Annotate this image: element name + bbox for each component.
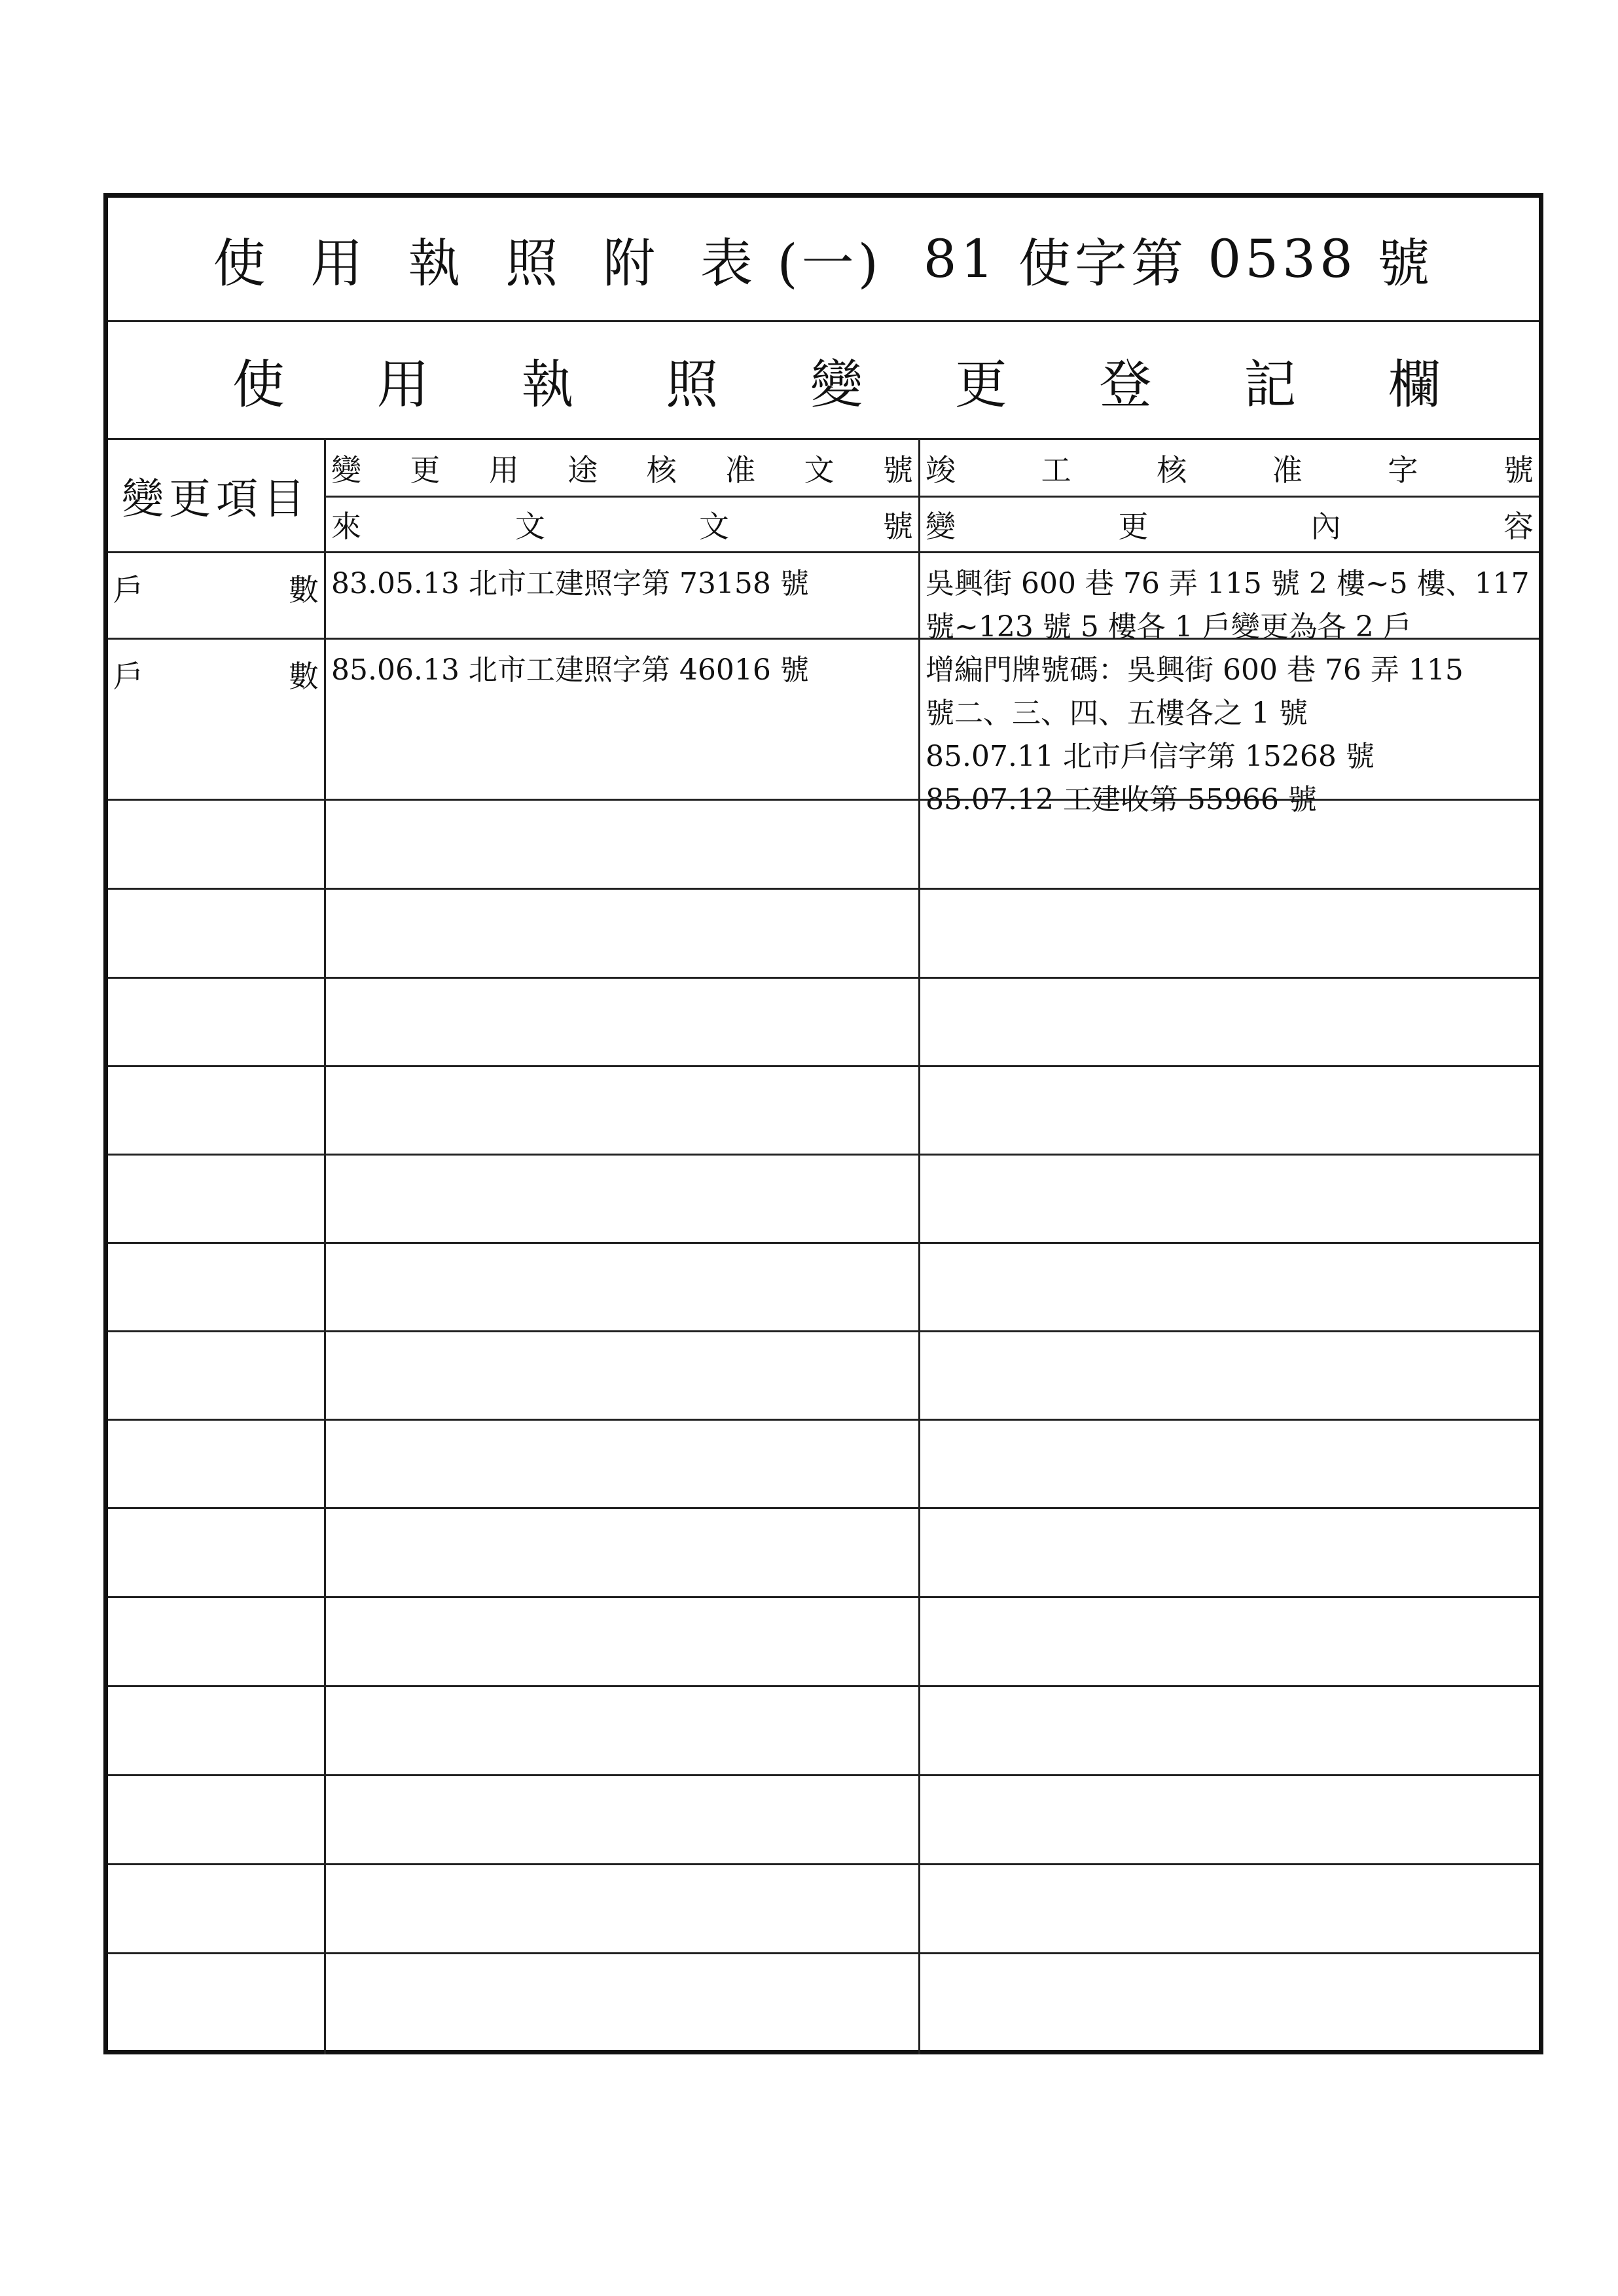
title-part: 使: [213, 233, 270, 294]
heading-char: 使: [232, 354, 285, 415]
column-header-incoming-doc: [326, 498, 918, 551]
row-divider: [108, 1685, 1539, 1687]
item-label-right: 數: [289, 572, 319, 608]
title-part: 附: [603, 233, 660, 294]
table-row-1-content: 吳興街 600 巷 76 弄 115 號 2 樓~5 樓、117 號~123 號 5 樓各 1 戶變更為各 2 戶: [926, 567, 1530, 644]
header-char: 文: [804, 452, 835, 488]
header-char: 文: [699, 509, 729, 544]
header-char: 來: [331, 509, 361, 544]
heading-char: 照: [666, 354, 719, 415]
header-char: 核: [646, 452, 677, 488]
header-char: 途: [567, 452, 598, 488]
table-row-2-content: 增編門牌號碼：吳興街 600 巷 76 弄 115 號二、三、四、五樓各之 1 號 85.07.11 北市戶信字第 15268 號 85.07.12 工建收第 55966 號: [926, 653, 1464, 816]
title-part: 81: [923, 228, 998, 289]
row-divider: [108, 977, 1539, 979]
heading-char: 用: [376, 354, 429, 415]
header-char: 號: [883, 509, 913, 544]
heading-char: 變: [810, 354, 863, 415]
header-char: 號: [1503, 452, 1534, 488]
row-divider: [108, 888, 1539, 890]
title-part: 執: [408, 233, 465, 294]
column-header-approval-doc: [326, 440, 918, 496]
item-label-left: 戶: [113, 572, 143, 608]
header-char: 變: [331, 452, 361, 488]
column-header-completion-no: [920, 440, 1539, 496]
heading-char: 欄: [1388, 354, 1441, 415]
header-char: 變: [926, 509, 956, 544]
title-part: 用: [310, 233, 367, 294]
header-char: 容: [1503, 509, 1534, 544]
title-part: 號: [1377, 233, 1434, 294]
section-heading: [108, 322, 1539, 440]
title-part: 使字第: [1018, 233, 1187, 294]
row-divider: [108, 1065, 1539, 1067]
heading-char: 執: [521, 354, 574, 415]
header-char: 准: [725, 452, 756, 488]
row-divider: [108, 1507, 1539, 1509]
title-part: 照: [505, 233, 562, 294]
header-char: 准: [1272, 452, 1303, 488]
column-header-item: 變更項目: [122, 475, 310, 524]
row-divider: [108, 1330, 1539, 1332]
form-title: [108, 198, 1539, 322]
header-char: 更: [410, 452, 440, 488]
row-divider: [108, 1952, 1539, 1954]
row-divider: [108, 1242, 1539, 1244]
header-char: 工: [1041, 452, 1071, 488]
row-divider: [108, 1419, 1539, 1421]
header-char: 用: [488, 452, 519, 488]
column-header-change-content: [920, 498, 1539, 551]
item-label-left: 戶: [113, 659, 143, 694]
title-part: 表: [700, 233, 757, 294]
item-label-right: 數: [289, 659, 319, 694]
row-divider: [108, 1774, 1539, 1776]
heading-char: 記: [1244, 354, 1297, 415]
header-char: 竣: [926, 452, 956, 488]
license-appendix-form: [103, 193, 1543, 2054]
heading-char: 更: [954, 354, 1007, 415]
table-row-1-document: 83.05.13 北市工建照字第 73158 號: [331, 567, 809, 600]
table-row-1-item: [108, 553, 324, 638]
row-divider: [108, 1863, 1539, 1865]
row-divider: [108, 1154, 1539, 1156]
table-row-2-document: 85.06.13 北市工建照字第 46016 號: [331, 653, 809, 687]
header-char: 字: [1388, 452, 1418, 488]
heading-char: 登: [1099, 354, 1152, 415]
header-char: 更: [1118, 509, 1149, 544]
header-char: 內: [1310, 509, 1341, 544]
row-divider: [108, 1596, 1539, 1598]
table-row-2-item: [108, 640, 324, 799]
title-part: (一): [777, 233, 882, 294]
row-divider: [108, 799, 1539, 801]
header-char: 文: [515, 509, 545, 544]
header-char: 核: [1157, 452, 1187, 488]
title-part: 0538: [1208, 228, 1357, 289]
change-register-table: [108, 440, 1539, 2054]
header-char: 號: [882, 452, 913, 488]
